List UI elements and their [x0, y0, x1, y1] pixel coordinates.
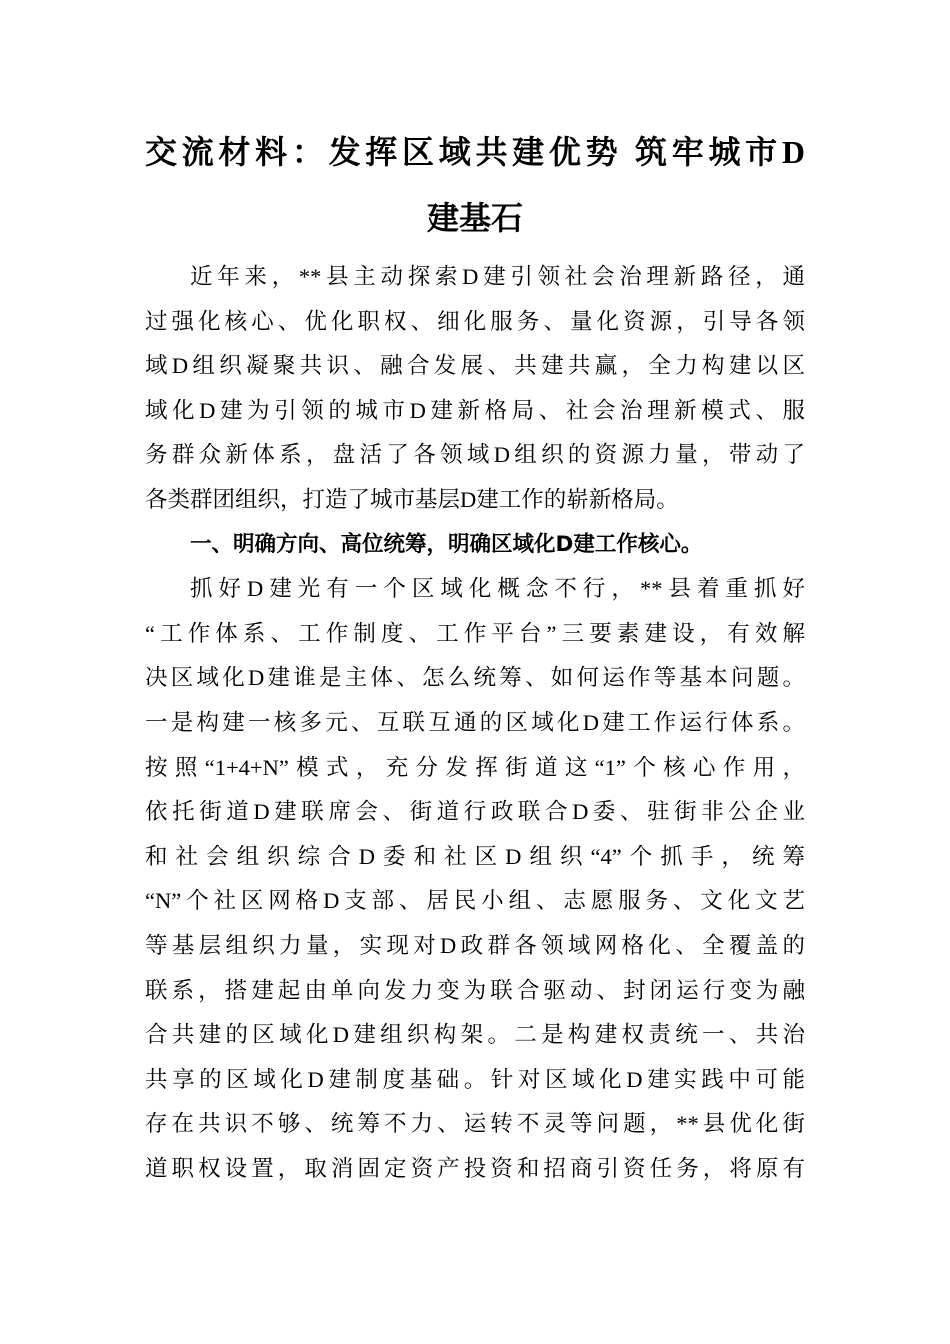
text-line: 抓好D建光有一个区域化概念不行，**县着重抓好 — [190, 576, 805, 602]
text-line: 共享的区域化D建制度基础。针对区域化D建实践中可能 — [145, 1066, 805, 1092]
text-line: 域化D建为引领的城市D建新格局、社会治理新模式、服 — [145, 397, 805, 423]
text-line: 域D组织凝聚共识、融合发展、共建共赢，全力构建以区 — [145, 353, 805, 379]
text-line: 一是构建一核多元、互联互通的区域化D建工作运行体系。 — [145, 710, 805, 735]
text-line: 依托街道D建联席会、街道行政联合D委、驻街非公企业 — [145, 799, 805, 825]
text-line: 决区域化D建谁是主体、怎么统筹、如何运作等基本问题。 — [145, 665, 805, 691]
document-title-line-2: 建基石 — [426, 200, 523, 236]
text-line: 和社会组织综合D委和社区D组织“4”个抓手，统筹 — [145, 843, 805, 869]
text-line: 道职权设置，取消固定资产投资和招商引资任务，将原有 — [145, 1156, 805, 1181]
text-line: 各类群团组织，打造了城市基层D建工作的崭新格局。 — [145, 487, 679, 512]
document-title-line-1: 交流材料：发挥区域共建优势 筑牢城市D — [145, 134, 805, 170]
text-line: 按照“1+4+N”模式，充分发挥街道这“1”个核心作用， — [145, 754, 805, 780]
text-line: 近年来，**县主动探索D建引领社会治理新路径，通 — [190, 264, 805, 289]
text-line: 务群众新体系，盘活了各领域D组织的资源力量，带动了 — [145, 442, 805, 468]
text-line: 联系，搭建起由单向发力变为联合驱动、封闭运行变为融 — [145, 977, 805, 1003]
text-line: 一、明确方向、高位统筹，明确区域化D建工作核心。 — [190, 531, 703, 557]
text-line: “工作体系、工作制度、工作平台”三要素建设，有效解 — [145, 620, 805, 646]
text-line: “N”个社区网格D支部、居民小组、志愿服务、文化文艺 — [145, 888, 805, 914]
text-line: 合共建的区域化D建组织构架。二是构建权责统一、共治 — [145, 1022, 805, 1048]
text-line: 存在共识不够、统筹不力、运转不灵等问题，**县优化街 — [145, 1111, 805, 1137]
text-line: 过强化核心、优化职权、细化服务、量化资源，引导各领 — [145, 308, 805, 334]
text-line: 等基层组织力量，实现对D政群各领域网格化、全覆盖的 — [145, 933, 805, 958]
